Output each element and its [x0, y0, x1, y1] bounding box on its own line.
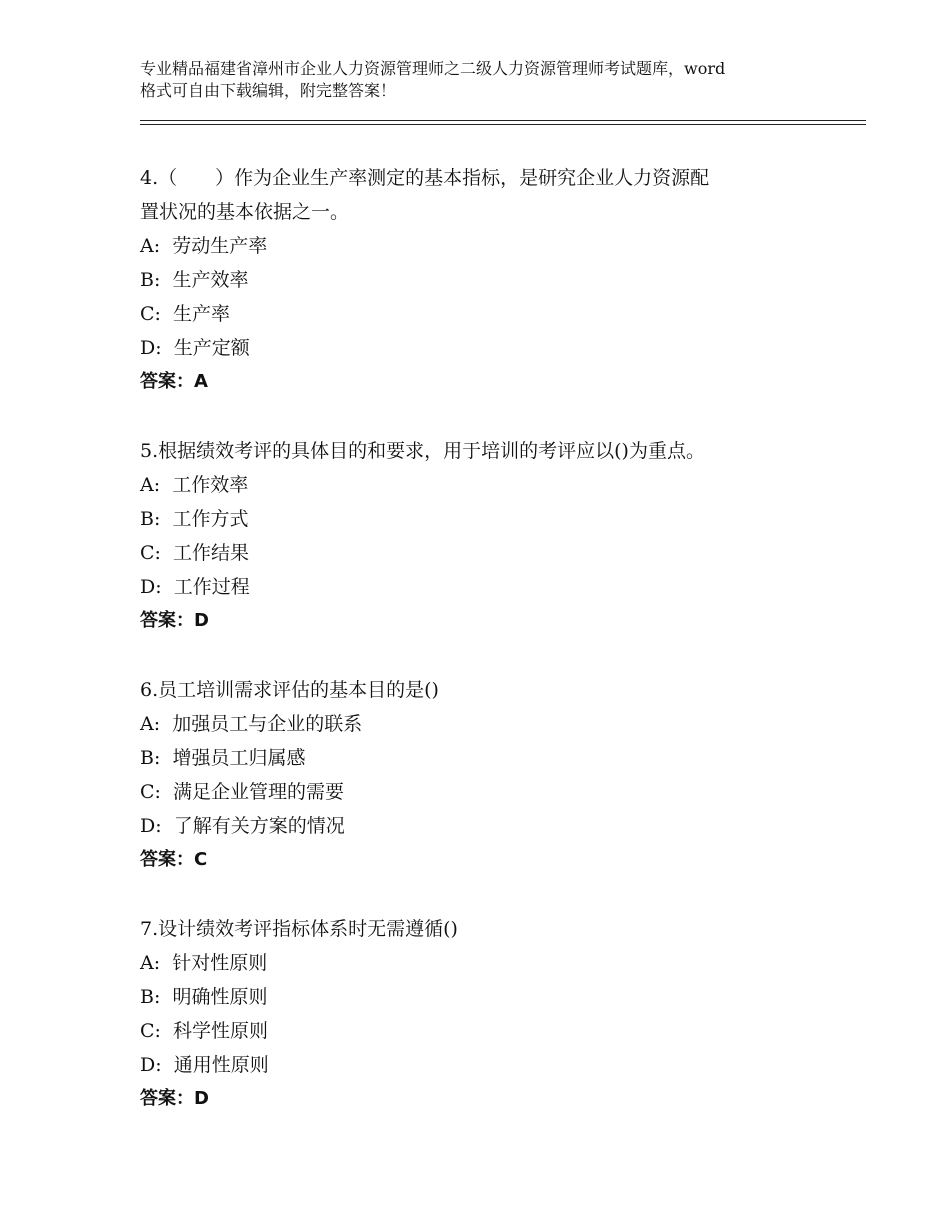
- question-stem-continued: 置状况的基本依据之一。: [140, 201, 350, 223]
- answer: 答案：A: [140, 371, 208, 392]
- option-c: C: 工作结果: [140, 542, 250, 564]
- option-c: C: 生产率: [140, 303, 231, 325]
- document-header: [140, 58, 840, 102]
- option-c: C: 满足企业管理的需要: [140, 781, 345, 803]
- question-stem: 7.设计绩效考评指标体系时无需遵循(): [140, 918, 458, 940]
- question-stem: 4.（ ）作为企业生产率测定的基本指标，是研究企业人力资源配: [140, 167, 710, 189]
- header-divider-bottom: [140, 124, 866, 125]
- option-d: D: 生产定额: [140, 337, 250, 359]
- question-stem: 5.根据绩效考评的具体目的和要求，用于培训的考评应以()为重点。: [140, 440, 705, 462]
- option-a: A: 加强员工与企业的联系: [140, 713, 363, 735]
- option-a: A: 劳动生产率: [140, 235, 268, 257]
- option-c: C: 科学性原则: [140, 1020, 269, 1042]
- answer: 答案：C: [140, 849, 208, 870]
- question-6: [140, 673, 840, 877]
- header-line-2: 格式可自由下载编辑，附完整答案！: [140, 81, 397, 100]
- question-4: [140, 161, 840, 399]
- option-a: A: 工作效率: [140, 474, 249, 496]
- option-b: B: 明确性原则: [140, 986, 268, 1008]
- option-d: D: 工作过程: [140, 576, 250, 598]
- option-a: A: 针对性原则: [140, 952, 268, 974]
- header-line-1: 专业精品福建省漳州市企业人力资源管理师之二级人力资源管理师考试题库，word: [140, 59, 726, 78]
- option-b: B: 增强员工归属感: [140, 747, 306, 769]
- question-stem: 6.员工培训需求评估的基本目的是(): [140, 679, 439, 701]
- option-d: D: 了解有关方案的情况: [140, 815, 345, 837]
- answer: 答案：D: [140, 610, 209, 631]
- question-5: [140, 434, 840, 638]
- option-b: B: 生产效率: [140, 269, 249, 291]
- option-b: B: 工作方式: [140, 508, 249, 530]
- header-divider-top: [140, 120, 866, 121]
- option-d: D: 通用性原则: [140, 1054, 269, 1076]
- question-7: [140, 912, 840, 1116]
- answer: 答案：D: [140, 1088, 209, 1109]
